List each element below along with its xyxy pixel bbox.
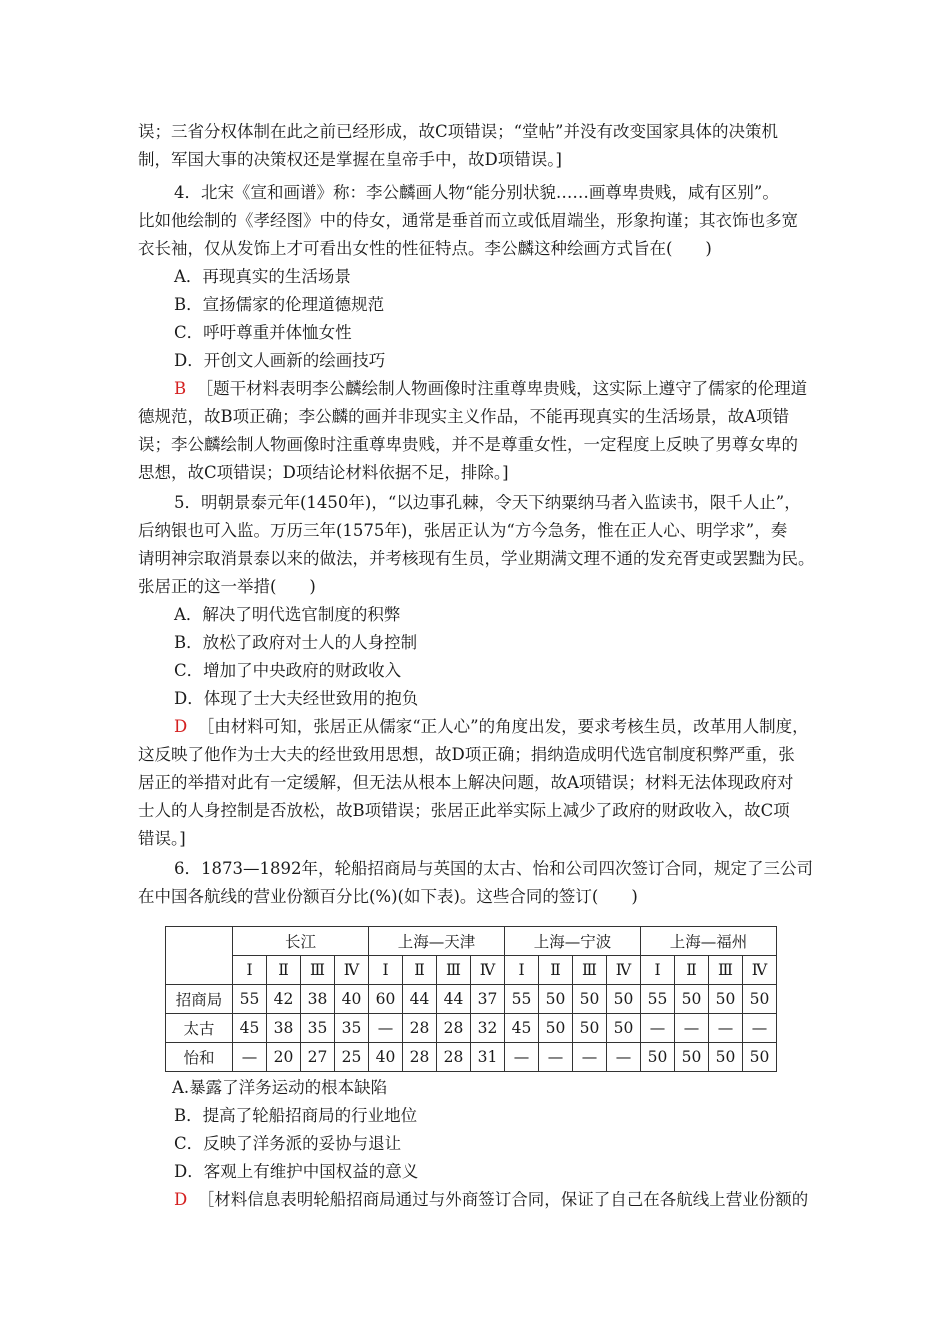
answer-5-text: ［由材料可知，张居正从儒家“正人心”的角度出发，要求考核生员，改革用人制度， (197, 717, 809, 736)
question-6-option-d: D．客观上有维护中国权益的意义 (174, 1162, 419, 1181)
question-4-option-c: C．呼吁尊重并体恤女性 (174, 323, 352, 342)
table-cell: — (539, 1043, 573, 1072)
question-5-option-c: C．增加了中央政府的财政收入 (174, 661, 402, 680)
table-group-header: 长江 (233, 927, 369, 956)
question-6-stem: 在中国各航线的营业份额百分比(%)(如下表)。这些合同的签订( ) (138, 887, 638, 906)
table-row (166, 985, 777, 1014)
table-group-header: 上海—天津 (369, 927, 505, 956)
question-6-stem: 6．1873—1892年，轮船招商局与英国的太古、怡和公司四次签订合同，规定了三公司 (174, 859, 813, 878)
table-cell: 35 (335, 1014, 369, 1043)
period-header: Ⅱ (403, 956, 437, 985)
period-header: Ⅳ (335, 956, 369, 985)
table-cell: 38 (301, 985, 335, 1014)
shipping-share-table (165, 926, 777, 1072)
question-6-option-b: B．提高了轮船招商局的行业地位 (174, 1106, 418, 1125)
table-cell: 50 (607, 1014, 641, 1043)
question-5-option-d: D．体现了士大夫经世致用的抱负 (174, 689, 419, 708)
answer-4-text: 误；李公麟绘制人物画像时注重尊卑贵贱，并不是尊重女性，一定程度上反映了男尊女卑的 (138, 435, 798, 454)
question-4-option-d: D．开创文人画新的绘画技巧 (174, 351, 386, 370)
period-header: Ⅰ (233, 956, 267, 985)
answer-6-letter: D (174, 1190, 188, 1209)
question-4-option-a: A．再现真实的生活场景 (174, 267, 351, 286)
question-5-stem: 张居正的这一举措( ) (138, 577, 316, 596)
period-header: Ⅰ (505, 956, 539, 985)
answer-4-text: ［题干材料表明李公麟绘制人物画像时注重尊卑贵贱，这实际上遵守了儒家的伦理道 (196, 379, 808, 398)
answer-6-text: ［材料信息表明轮船招商局通过与外商签订合同，保证了自己在各航线上营业份额的 (197, 1190, 809, 1209)
table-cell: — (573, 1043, 607, 1072)
answer-4-text: 思想，故C项错误；D项结论材料依据不足，排除。] (138, 463, 509, 482)
row-header: 太古 (166, 1014, 233, 1043)
table-cell: 40 (335, 985, 369, 1014)
table-cell: 28 (403, 1014, 437, 1043)
question-4-option-b: B．宣扬儒家的伦理道德规范 (174, 295, 385, 314)
table-cell: — (743, 1014, 777, 1043)
period-header: Ⅲ (709, 956, 743, 985)
table-cell: — (607, 1043, 641, 1072)
answer-4-line (174, 378, 807, 400)
question-5-stem: 5．明朝景泰元年(1450年)，“以边事孔棘，令天下纳粟纳马者入监读书，限千人止”， (174, 493, 801, 512)
table-cell: 50 (539, 985, 573, 1014)
period-header: Ⅲ (437, 956, 471, 985)
period-header: Ⅱ (675, 956, 709, 985)
table-cell: 50 (539, 1014, 573, 1043)
period-header: Ⅱ (539, 956, 573, 985)
period-header: Ⅱ (267, 956, 301, 985)
table-cell: 31 (471, 1043, 505, 1072)
question-6-option-a: A.暴露了洋务运动的根本缺陷 (172, 1078, 388, 1097)
period-header: Ⅲ (301, 956, 335, 985)
row-header: 招商局 (166, 985, 233, 1014)
table-cell: 44 (437, 985, 471, 1014)
answer-5-line (174, 716, 809, 738)
table-cell: 50 (709, 985, 743, 1014)
answer-5-text: 士人的人身控制是否放松，故B项错误；张居正此举实际上减少了政府的财政收入，故C项 (138, 801, 790, 820)
table-cell: 27 (301, 1043, 335, 1072)
table-cell: — (505, 1043, 539, 1072)
table-cell: — (675, 1014, 709, 1043)
question-5-stem: 后纳银也可入监。万历三年(1575年)，张居正认为“方今急务，惟在正人心、明学求”，奏 (138, 521, 788, 540)
table-cell: — (233, 1043, 267, 1072)
answer-4-letter: B (174, 379, 187, 398)
table-cell: 35 (301, 1014, 335, 1043)
text-line: 制，军国大事的决策权还是掌握在皇帝手中，故D项错误。] (138, 150, 562, 169)
question-5-stem: 请明神宗取消景泰以来的做法，并考核现有生员，学业期满文理不通的发充胥吏或罢黜为民。 (138, 549, 815, 568)
table-cell: 50 (573, 985, 607, 1014)
answer-5-text: 错误。] (138, 829, 186, 848)
table-cell: 55 (505, 985, 539, 1014)
question-5-option-b: B．放松了政府对士人的人身控制 (174, 633, 418, 652)
table-cell: 45 (505, 1014, 539, 1043)
question-6-option-c: C．反映了洋务派的妥协与退让 (174, 1134, 402, 1153)
table-cell: 50 (573, 1014, 607, 1043)
period-header: Ⅳ (607, 956, 641, 985)
answer-5-letter: D (174, 717, 188, 736)
table-cell: 45 (233, 1014, 267, 1043)
table-period-row (166, 956, 777, 985)
period-header: Ⅰ (369, 956, 403, 985)
table-cell: 38 (267, 1014, 301, 1043)
table-cell: 60 (369, 985, 403, 1014)
row-header: 怡和 (166, 1043, 233, 1072)
answer-6-line (174, 1189, 808, 1211)
table-cell: 32 (471, 1014, 505, 1043)
table-cell: — (369, 1014, 403, 1043)
question-4-stem: 比如他绘制的《孝经图》中的侍女，通常是垂首而立或低眉端坐，形象拘谨；其衣饰也多宽 (138, 211, 798, 230)
table-cell: 44 (403, 985, 437, 1014)
table-cell: 40 (369, 1043, 403, 1072)
table-cell: 50 (607, 985, 641, 1014)
table-group-header: 上海—宁波 (505, 927, 641, 956)
text-line: 误；三省分权体制在此之前已经形成，故C项错误；“堂帖”并没有改变国家具体的决策机 (138, 122, 778, 141)
table-cell: 37 (471, 985, 505, 1014)
answer-5-text: 这反映了他作为士大夫的经世致用思想，故D项正确；捐纳造成明代选官制度积弊严重，张 (138, 745, 795, 764)
table-cell: 25 (335, 1043, 369, 1072)
table-cell: 42 (267, 985, 301, 1014)
table-cell: — (709, 1014, 743, 1043)
table-cell: — (641, 1014, 675, 1043)
table-cell: 28 (437, 1014, 471, 1043)
answer-5-text: 居正的举措对此有一定缓解，但无法从根本上解决问题，故A项错误；材料无法体现政府对 (138, 773, 794, 792)
period-header: Ⅰ (641, 956, 675, 985)
table-cell: 50 (675, 985, 709, 1014)
table-cell: 28 (403, 1043, 437, 1072)
table-cell: 28 (437, 1043, 471, 1072)
table-group-header: 上海—福州 (641, 927, 777, 956)
table-cell: 50 (675, 1043, 709, 1072)
period-header: Ⅳ (471, 956, 505, 985)
period-header: Ⅳ (743, 956, 777, 985)
period-header: Ⅲ (573, 956, 607, 985)
table-cell: 50 (743, 985, 777, 1014)
table-cell: 20 (267, 1043, 301, 1072)
table-cell: 50 (709, 1043, 743, 1072)
question-5-option-a: A．解决了明代选官制度的积弊 (174, 605, 401, 624)
table-cell: 50 (641, 1043, 675, 1072)
table-cell: 55 (641, 985, 675, 1014)
question-4-stem: 4．北宋《宣和画谱》称：李公麟画人物“能分别状貌……画尊卑贵贱，咸有区别”。 (174, 183, 779, 202)
table-cell: 55 (233, 985, 267, 1014)
table-corner-cell (166, 927, 233, 985)
question-4-stem: 衣长袖，仅从发饰上才可看出女性的性征特点。李公麟这种绘画方式旨在( ) (138, 239, 712, 258)
answer-4-text: 德规范，故B项正确；李公麟的画并非现实主义作品，不能再现真实的生活场景，故A项错 (138, 407, 790, 426)
table-cell: 50 (743, 1043, 777, 1072)
table-row (166, 1014, 777, 1043)
table-row (166, 1043, 777, 1072)
